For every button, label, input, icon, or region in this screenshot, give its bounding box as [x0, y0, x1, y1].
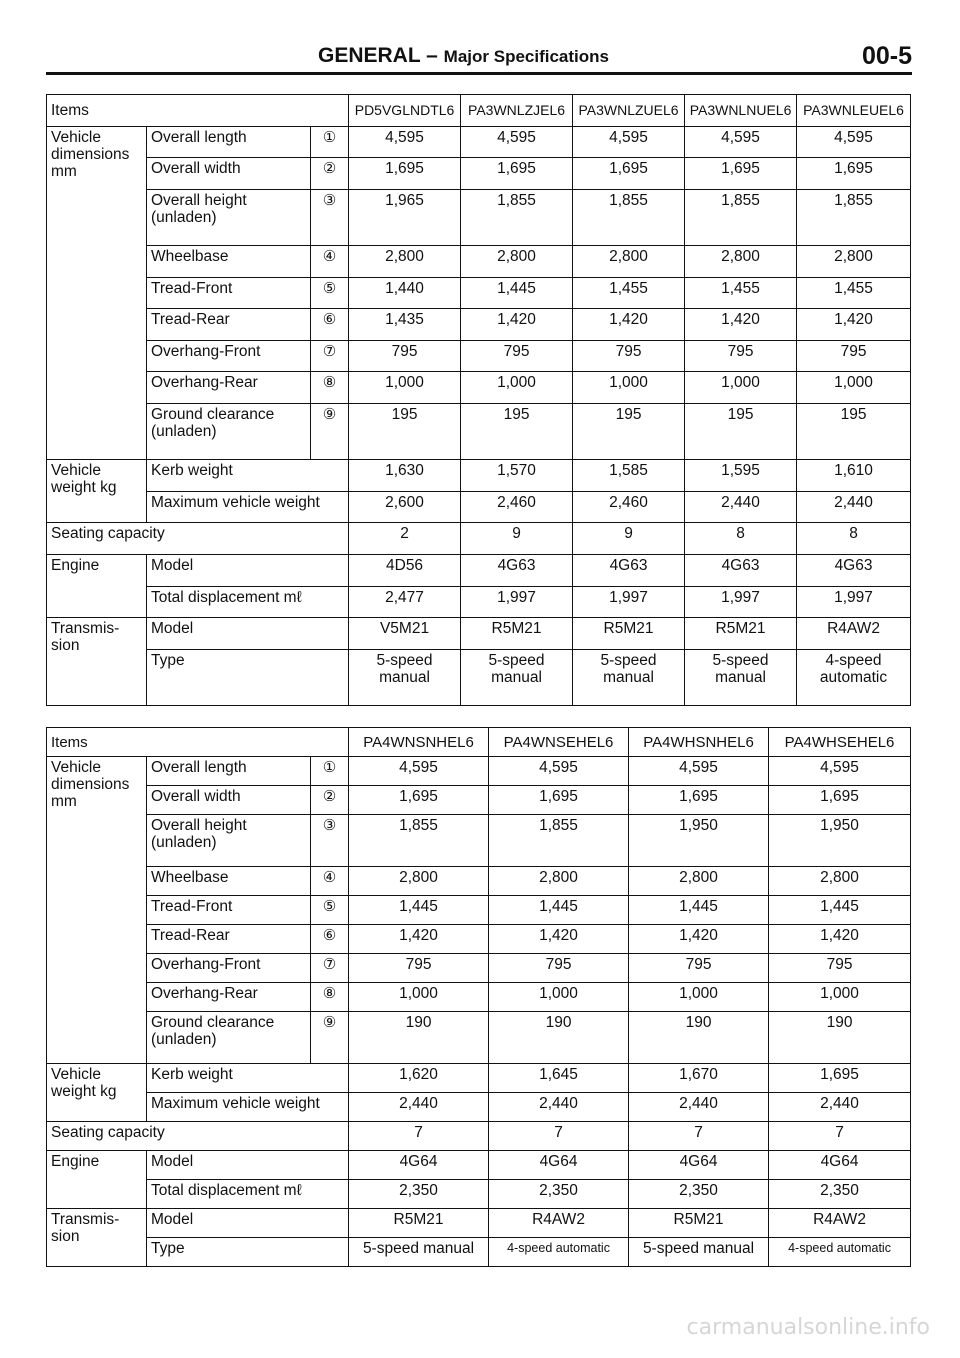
spec-value: 1,585 — [573, 460, 685, 492]
spec-label: Type — [147, 649, 349, 705]
spec-value: 1,420 — [461, 309, 573, 341]
seating-capacity-label: Seating capacity — [47, 523, 349, 555]
spec-value: 1,855 — [685, 189, 797, 245]
spec-label: Wheelbase — [147, 866, 311, 895]
dimension-number-icon: ② — [311, 158, 349, 190]
spec-label: Total displacement mℓ — [147, 586, 349, 618]
dimension-number-icon: ⑦ — [311, 340, 349, 372]
spec-label: Overall height (unladen) — [147, 189, 311, 245]
spec-label: Tread-Rear — [147, 924, 311, 953]
items-header: Items — [47, 95, 349, 127]
spec-label: Tread-Front — [147, 895, 311, 924]
dimension-row — [47, 895, 911, 924]
spec-label: Overall length — [147, 757, 311, 786]
dimension-number-icon: ③ — [311, 815, 349, 867]
dimension-row — [47, 340, 911, 372]
group-engine: Engine — [47, 555, 147, 618]
spec-value: 1,855 — [461, 189, 573, 245]
spec-label: Ground clearance (unladen) — [147, 404, 311, 460]
model-code-header: PA3WNLEUEL6 — [797, 95, 911, 127]
spec-value: V5M21 — [349, 618, 461, 650]
dimension-row — [47, 786, 911, 815]
transmission-row — [47, 1208, 911, 1237]
spec-value: 9 — [461, 523, 573, 555]
spec-value: 2,800 — [461, 245, 573, 277]
spec-value: 7 — [629, 1121, 769, 1150]
spec-value: 7 — [489, 1121, 629, 1150]
weight-row — [47, 1063, 911, 1092]
spec-value: 4,595 — [573, 126, 685, 158]
spec-value: 1,695 — [769, 1063, 911, 1092]
weight-row — [47, 460, 911, 492]
spec-value: 190 — [769, 1012, 911, 1064]
spec-value: 1,620 — [349, 1063, 489, 1092]
spec-value: 1,445 — [629, 895, 769, 924]
title-separator: – — [426, 44, 438, 67]
spec-value: R5M21 — [629, 1208, 769, 1237]
spec-label: Overhang-Rear — [147, 982, 311, 1011]
dimension-number-icon: ④ — [311, 245, 349, 277]
spec-value: 1,440 — [349, 277, 461, 309]
spec-value: 8 — [797, 523, 911, 555]
spec-value: 5-speed manual — [685, 649, 797, 705]
spec-value: 1,445 — [349, 895, 489, 924]
spec-table-1 — [46, 94, 911, 706]
spec-value: 1,000 — [797, 372, 911, 404]
spec-value: 2,350 — [769, 1179, 911, 1208]
dimension-number-icon: ⑥ — [311, 309, 349, 341]
spec-value: 190 — [629, 1012, 769, 1064]
spec-value: 2,440 — [489, 1092, 629, 1121]
spec-label: Model — [147, 1208, 349, 1237]
transmission-row — [47, 618, 911, 650]
items-header: Items — [47, 728, 349, 757]
spec-value: 1,420 — [797, 309, 911, 341]
spec-value: R4AW2 — [489, 1208, 629, 1237]
spec-value: 4,595 — [349, 126, 461, 158]
spec-value: 795 — [685, 340, 797, 372]
spec-value: 190 — [349, 1012, 489, 1064]
spec-value: 4,595 — [797, 126, 911, 158]
spec-value: 1,000 — [769, 982, 911, 1011]
dimension-row — [47, 924, 911, 953]
spec-label: Model — [147, 555, 349, 587]
spec-value: 1,695 — [685, 158, 797, 190]
dimension-number-icon: ⑤ — [311, 895, 349, 924]
spec-value: 195 — [573, 404, 685, 460]
group-vehicle-weight: Vehicle weight kg — [47, 1063, 147, 1121]
model-code-header: PD5VGLNDTL6 — [349, 95, 461, 127]
spec-value: 2,460 — [461, 491, 573, 523]
spec-value: 2,440 — [629, 1092, 769, 1121]
spec-value: 2,350 — [349, 1179, 489, 1208]
spec-value: R5M21 — [573, 618, 685, 650]
spec-value: 1,455 — [797, 277, 911, 309]
page-number: 00-5 — [861, 42, 912, 70]
seating-row — [47, 1121, 911, 1150]
spec-value: 4G63 — [461, 555, 573, 587]
spec-value: 1,000 — [629, 982, 769, 1011]
spec-value: 1,570 — [461, 460, 573, 492]
dimension-row — [47, 189, 911, 245]
spec-label: Ground clearance (unladen) — [147, 1012, 311, 1064]
spec-value: 1,630 — [349, 460, 461, 492]
spec-value: 795 — [461, 340, 573, 372]
spec-value: R4AW2 — [797, 618, 911, 650]
spec-value: 2,350 — [489, 1179, 629, 1208]
spec-value: 1,000 — [349, 372, 461, 404]
spec-value: 2,477 — [349, 586, 461, 618]
spec-label: Kerb weight — [147, 1063, 349, 1092]
spec-value: 4,595 — [349, 757, 489, 786]
spec-value: 1,000 — [573, 372, 685, 404]
dimension-row — [47, 1012, 911, 1064]
spec-value: 1,445 — [461, 277, 573, 309]
dimension-row — [47, 982, 911, 1011]
spec-value: 4,595 — [769, 757, 911, 786]
spec-value: 5-speed manual — [349, 1237, 489, 1266]
header-row — [47, 728, 911, 757]
dimension-row — [47, 757, 911, 786]
spec-value: 5-speed manual — [461, 649, 573, 705]
spec-value: 1,595 — [685, 460, 797, 492]
spec-value: 1,695 — [489, 786, 629, 815]
spec-value: 1,695 — [797, 158, 911, 190]
spec-value: 8 — [685, 523, 797, 555]
spec-label: Overhang-Front — [147, 953, 311, 982]
spec-value: 2,440 — [349, 1092, 489, 1121]
spec-value: 1,000 — [349, 982, 489, 1011]
spec-value: 1,695 — [769, 786, 911, 815]
spec-value: 1,420 — [349, 924, 489, 953]
dimension-row — [47, 404, 911, 460]
spec-value: 5-speed manual — [349, 649, 461, 705]
engine-row — [47, 1179, 911, 1208]
spec-value: 2,350 — [629, 1179, 769, 1208]
dimension-number-icon: ③ — [311, 189, 349, 245]
dimension-number-icon: ① — [311, 126, 349, 158]
dimension-row — [47, 277, 911, 309]
spec-label: Overall width — [147, 786, 311, 815]
title-subtitle: Major Specifications — [443, 47, 609, 66]
engine-row — [47, 1150, 911, 1179]
group-vehicle-dimensions: Vehicle dimensions mm — [47, 126, 147, 460]
spec-value: 195 — [797, 404, 911, 460]
spec-value: 1,420 — [573, 309, 685, 341]
spec-value: 2,800 — [489, 866, 629, 895]
spec-label: Overall height (unladen) — [147, 815, 311, 867]
spec-value: R5M21 — [685, 618, 797, 650]
group-engine: Engine — [47, 1150, 147, 1208]
spec-value: 1,000 — [461, 372, 573, 404]
spec-label: Maximum vehicle weight — [147, 491, 349, 523]
model-code-header: PA4WHSEHEL6 — [769, 728, 911, 757]
dimension-number-icon: ① — [311, 757, 349, 786]
spec-value: 795 — [349, 340, 461, 372]
spec-value: 4G64 — [489, 1150, 629, 1179]
spec-value: 4D56 — [349, 555, 461, 587]
spec-value: 795 — [629, 953, 769, 982]
title-main: GENERAL — [318, 44, 421, 67]
spec-value: 1,855 — [489, 815, 629, 867]
spec-value: R4AW2 — [769, 1208, 911, 1237]
spec-value: 1,950 — [629, 815, 769, 867]
spec-value: 1,420 — [769, 924, 911, 953]
spec-value: 5-speed manual — [573, 649, 685, 705]
spec-value: 1,645 — [489, 1063, 629, 1092]
spec-label: Model — [147, 1150, 349, 1179]
spec-value: 1,670 — [629, 1063, 769, 1092]
dimension-row — [47, 372, 911, 404]
spec-value: 9 — [573, 523, 685, 555]
spec-value: 1,855 — [797, 189, 911, 245]
spec-value: 4-speed automatic — [769, 1237, 911, 1266]
spec-value: 795 — [489, 953, 629, 982]
spec-label: Kerb weight — [147, 460, 349, 492]
spec-value: 1,420 — [489, 924, 629, 953]
spec-value: 1,855 — [349, 815, 489, 867]
spec-value: 4G63 — [573, 555, 685, 587]
spec-value: 2,440 — [797, 491, 911, 523]
spec-value: 795 — [769, 953, 911, 982]
transmission-row — [47, 649, 911, 705]
spec-value: 1,997 — [461, 586, 573, 618]
spec-value: 4G64 — [349, 1150, 489, 1179]
spec-value: 795 — [573, 340, 685, 372]
spec-value: 1,695 — [349, 158, 461, 190]
spec-value: 2,800 — [685, 245, 797, 277]
model-code-header: PA4WNSEHEL6 — [489, 728, 629, 757]
spec-label: Wheelbase — [147, 245, 311, 277]
dimension-number-icon: ⑦ — [311, 953, 349, 982]
page-title — [318, 44, 609, 68]
dimension-row — [47, 815, 911, 867]
spec-value: 7 — [769, 1121, 911, 1150]
dimension-number-icon: ⑨ — [311, 404, 349, 460]
spec-value: 2,440 — [769, 1092, 911, 1121]
seating-row — [47, 523, 911, 555]
spec-value: 795 — [797, 340, 911, 372]
spec-value: 2,440 — [685, 491, 797, 523]
spec-value: 5-speed manual — [629, 1237, 769, 1266]
dimension-row — [47, 126, 911, 158]
spec-value: 1,950 — [769, 815, 911, 867]
group-vehicle-dimensions: Vehicle dimensions mm — [47, 757, 147, 1063]
group-transmission: Transmis- sion — [47, 618, 147, 706]
spec-value: 2,800 — [797, 245, 911, 277]
dimension-row — [47, 309, 911, 341]
dimension-row — [47, 158, 911, 190]
spec-value: 1,695 — [573, 158, 685, 190]
model-code-header: PA4WHSNHEL6 — [629, 728, 769, 757]
engine-row — [47, 555, 911, 587]
transmission-row — [47, 1237, 911, 1266]
engine-row — [47, 586, 911, 618]
spec-value: R5M21 — [461, 618, 573, 650]
spec-value: 1,435 — [349, 309, 461, 341]
spec-value: 2,460 — [573, 491, 685, 523]
spec-value: 4-speed automatic — [489, 1237, 629, 1266]
group-transmission: Transmis- sion — [47, 1208, 147, 1266]
spec-value: 1,855 — [573, 189, 685, 245]
spec-value: 1,695 — [461, 158, 573, 190]
model-code-header: PA4WNSNHEL6 — [349, 728, 489, 757]
spec-value: 1,455 — [573, 277, 685, 309]
spec-value: 4,595 — [685, 126, 797, 158]
spec-value: 2 — [349, 523, 461, 555]
dimension-number-icon: ② — [311, 786, 349, 815]
spec-value: 2,600 — [349, 491, 461, 523]
group-vehicle-weight: Vehicle weight kg — [47, 460, 147, 523]
spec-value: 2,800 — [573, 245, 685, 277]
weight-row — [47, 1092, 911, 1121]
spec-value: 4,595 — [489, 757, 629, 786]
spec-value: 4-speed automatic — [797, 649, 911, 705]
spec-value: 1,997 — [797, 586, 911, 618]
spec-label: Model — [147, 618, 349, 650]
spec-value: 4,595 — [629, 757, 769, 786]
spec-label: Total displacement mℓ — [147, 1179, 349, 1208]
spec-value: 190 — [489, 1012, 629, 1064]
spec-value: 4G63 — [797, 555, 911, 587]
spec-value: 4G64 — [769, 1150, 911, 1179]
spec-value: 1,610 — [797, 460, 911, 492]
dimension-number-icon: ⑤ — [311, 277, 349, 309]
dimension-number-icon: ⑧ — [311, 372, 349, 404]
dimension-number-icon: ⑨ — [311, 1012, 349, 1064]
header-row — [47, 95, 911, 127]
spec-value: 1,695 — [629, 786, 769, 815]
spec-value: 1,445 — [489, 895, 629, 924]
spec-value: 1,420 — [629, 924, 769, 953]
watermark: carmanualsonline.info — [686, 1315, 930, 1340]
spec-value: 1,997 — [685, 586, 797, 618]
spec-value: 1,455 — [685, 277, 797, 309]
dimension-row — [47, 866, 911, 895]
spec-label: Overhang-Front — [147, 340, 311, 372]
dimension-row — [47, 245, 911, 277]
spec-value: 1,000 — [489, 982, 629, 1011]
dimension-row — [47, 953, 911, 982]
spec-value: 1,695 — [349, 786, 489, 815]
spec-table-2 — [46, 727, 911, 1267]
spec-value: 2,800 — [349, 245, 461, 277]
weight-row — [47, 491, 911, 523]
model-code-header: PA3WNLZJEL6 — [461, 95, 573, 127]
spec-label: Type — [147, 1237, 349, 1266]
spec-value: 1,445 — [769, 895, 911, 924]
spec-label: Tread-Front — [147, 277, 311, 309]
seating-capacity-label: Seating capacity — [47, 1121, 349, 1150]
dimension-number-icon: ⑥ — [311, 924, 349, 953]
spec-value: R5M21 — [349, 1208, 489, 1237]
spec-value: 195 — [685, 404, 797, 460]
spec-value: 195 — [461, 404, 573, 460]
spec-value: 1,420 — [685, 309, 797, 341]
spec-value: 1,965 — [349, 189, 461, 245]
spec-value: 2,800 — [769, 866, 911, 895]
dimension-number-icon: ⑧ — [311, 982, 349, 1011]
spec-value: 195 — [349, 404, 461, 460]
model-code-header: PA3WNLNUEL6 — [685, 95, 797, 127]
spec-value: 1,000 — [685, 372, 797, 404]
model-code-header: PA3WNLZUEL6 — [573, 95, 685, 127]
spec-label: Overall width — [147, 158, 311, 190]
spec-label: Overall length — [147, 126, 311, 158]
spec-label: Overhang-Rear — [147, 372, 311, 404]
page-header — [0, 40, 960, 74]
spec-value: 2,800 — [629, 866, 769, 895]
spec-value: 4G64 — [629, 1150, 769, 1179]
dimension-number-icon: ④ — [311, 866, 349, 895]
spec-value: 795 — [349, 953, 489, 982]
spec-label: Maximum vehicle weight — [147, 1092, 349, 1121]
spec-value: 1,997 — [573, 586, 685, 618]
spec-value: 4,595 — [461, 126, 573, 158]
spec-label: Tread-Rear — [147, 309, 311, 341]
header-rule — [46, 72, 912, 75]
spec-value: 4G63 — [685, 555, 797, 587]
spec-value: 2,800 — [349, 866, 489, 895]
spec-value: 7 — [349, 1121, 489, 1150]
